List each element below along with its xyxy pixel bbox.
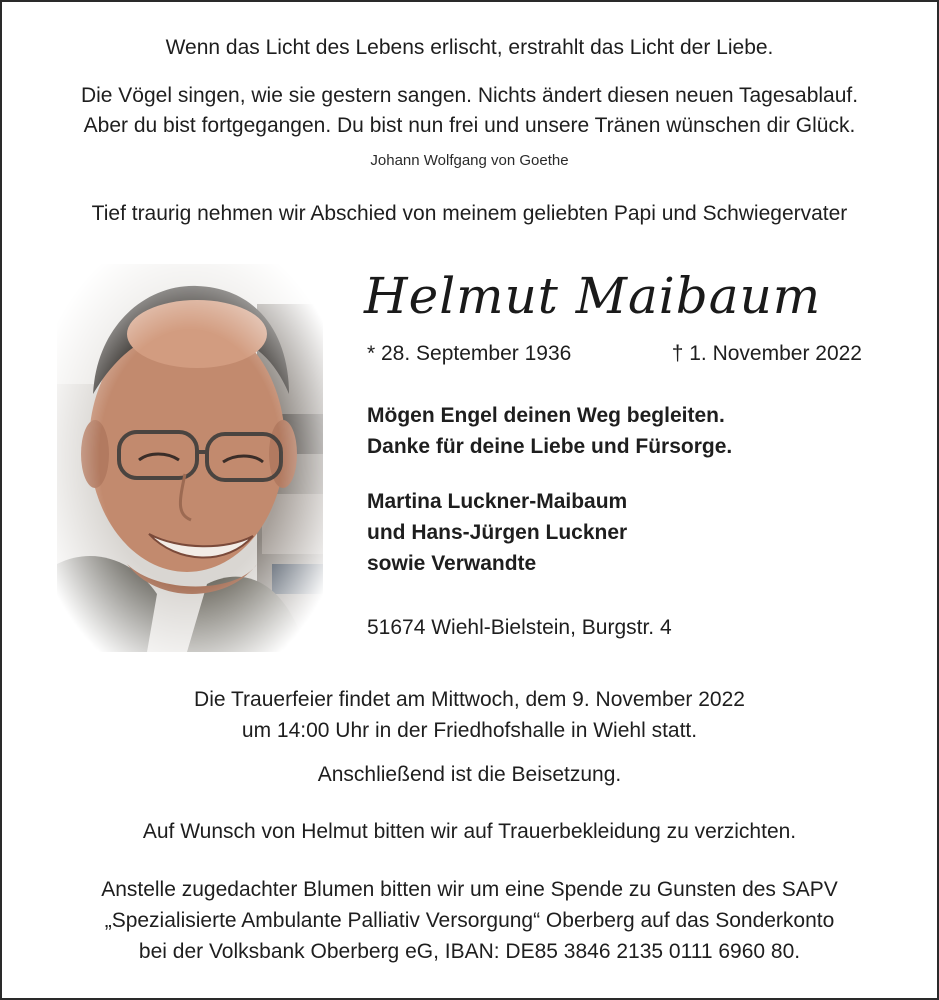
deceased-name: Helmut Maibaum	[364, 267, 822, 325]
family-address: 51674 Wiehl-Bielstein, Burgstr. 4	[367, 616, 672, 639]
donation-line-1: Anstelle zugedachter Blumen bitten wir um eine Spende zu Gunsten des SAPV	[101, 878, 838, 901]
mourner-line-1: Martina Luckner-Maibaum	[367, 490, 628, 513]
farewell-line-2: Danke für deine Liebe und Fürsorge.	[367, 435, 733, 458]
portrait-photo	[57, 264, 323, 652]
donation-line-2: „Spezialisierte Ambulante Palliativ Versorgung“ Oberberg auf das Sonderkonto	[104, 909, 835, 932]
ceremony-info	[2, 684, 937, 746]
quote-line-2: Die Vögel singen, wie sie gestern sangen. Nichts ändert diesen neuen Tagesablauf.	[80, 84, 859, 107]
quote-first-line	[2, 34, 937, 62]
farewell-message	[367, 400, 732, 462]
death-date: † 1. November 2022	[671, 342, 862, 365]
ceremony-line-1: Die Trauerfeier findet am Mittwoch, dem 9. November 2022	[194, 688, 745, 711]
mourner-line-2: und Hans-Jürgen Luckner	[367, 521, 628, 544]
ceremony-line-2: um 14:00 Uhr in der Friedhofshalle in Wiehl statt.	[241, 719, 698, 742]
donation-line-3: bei der Volksbank Oberberg eG, IBAN: DE85 3846 2135 0111 6960 80.	[138, 940, 801, 963]
quote-body	[2, 81, 937, 141]
mourner-line-3: sowie Verwandte	[367, 552, 537, 575]
farewell-line-1: Mögen Engel deinen Weg begleiten.	[367, 404, 725, 427]
intro-text: Tief traurig nehmen wir Abschied von meinem geliebten Papi und Schwiegervater	[91, 202, 848, 225]
quote-line-1: Wenn das Licht des Lebens erlischt, erstrahlt das Licht der Liebe.	[165, 36, 774, 59]
dress-code-wish: Auf Wunsch von Helmut bitten wir auf Trauerbekleidung zu verzichten.	[142, 820, 797, 843]
mourners-list	[367, 486, 627, 579]
donation-info	[2, 874, 937, 967]
quote-author: Johann Wolfgang von Goethe	[370, 152, 569, 169]
birth-date: * 28. September 1936	[367, 342, 572, 365]
burial-info: Anschließend ist die Beisetzung.	[317, 763, 622, 786]
quote-line-3: Aber du bist fortgegangen. Du bist nun frei und unsere Tränen wünschen dir Glück.	[83, 114, 856, 137]
